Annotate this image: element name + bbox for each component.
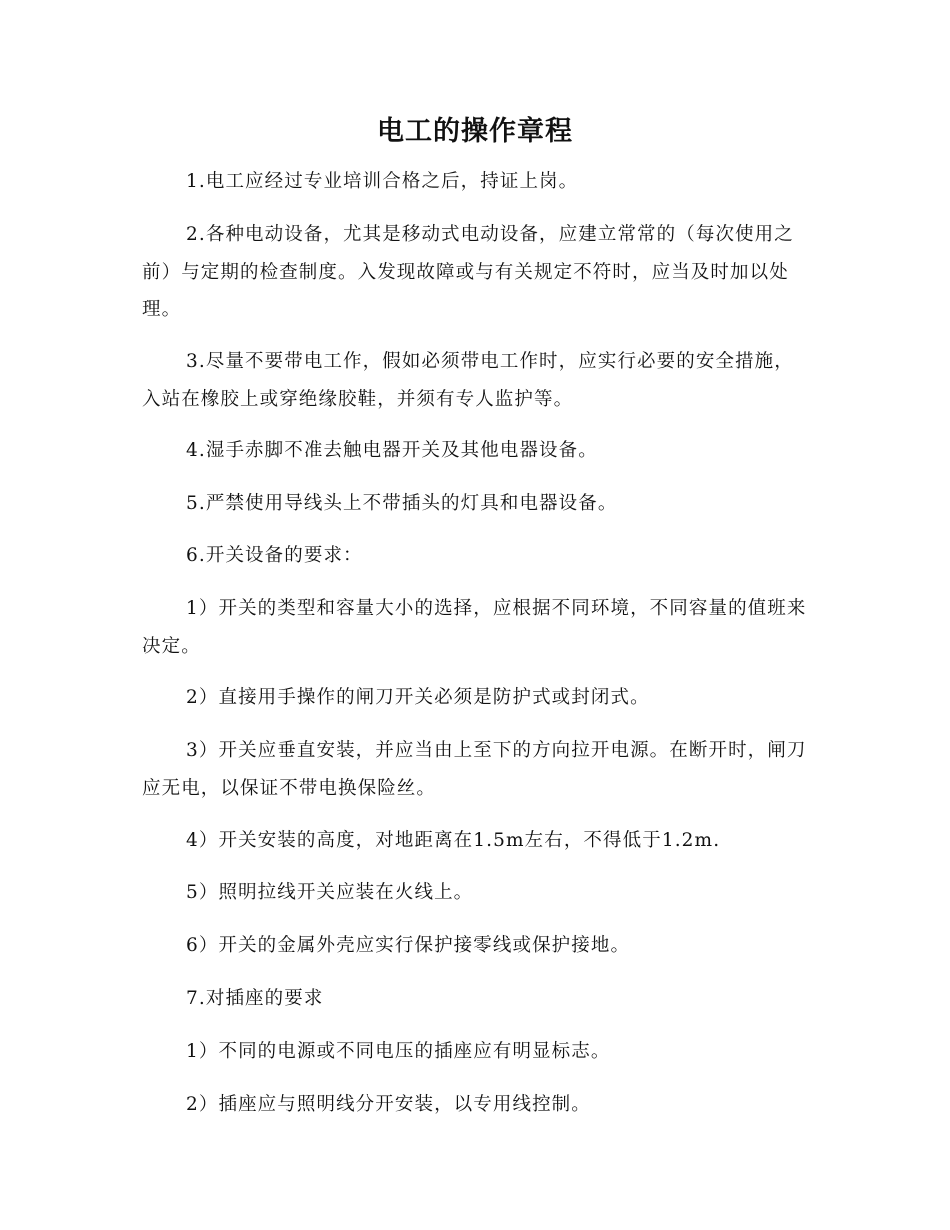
switch-rule-2: 2）直接用手操作的闸刀开关必须是防护式或封闭式。 xyxy=(186,687,650,708)
switch-rule-4: 4）开关安装的高度，对地距离在1.5m左右，不得低于1.2m. xyxy=(186,830,721,851)
switch-rule-5: 5）照明拉线开关应装在火线上。 xyxy=(186,882,474,903)
section-heading-switches: 6.开关设备的要求： xyxy=(186,545,363,566)
socket-rule-1: 1）不同的电源或不同电压的插座应有明显标志。 xyxy=(186,1041,611,1062)
paragraph-item-2: 2.各种电动设备，尤其是移动式电动设备，应建立常常的（每次使用之前）与定期的检查制度。入发现故障或与有关规定不符时，应当及时加以处理。 xyxy=(142,224,794,320)
switch-rule-3: 3）开关应垂直安装，并应当由上至下的方向拉开电源。在断开时，闸刀应无电，以保证不带电换保险丝。 xyxy=(142,740,807,799)
switch-rule-1: 1）开关的类型和容量大小的选择，应根据不同环境，不同容量的值班来决定。 xyxy=(142,598,807,657)
paragraph-item-3: 3.尽量不要带电工作，假如必须带电工作时，应实行必要的安全措施，入站在橡胶上或穿绝缘胶鞋，并须有专人监护等。 xyxy=(142,351,794,410)
switch-rule-6: 6）开关的金属外壳应实行保护接零线或保护接地。 xyxy=(186,935,631,956)
document-title: 电工的操作章程 xyxy=(377,116,573,147)
paragraph-item-5: 5.严禁使用导线头上不带插头的灯具和电器设备。 xyxy=(186,493,618,514)
section-heading-sockets: 7.对插座的要求 xyxy=(186,988,324,1009)
socket-rule-2: 2）插座应与照明线分开安装，以专用线控制。 xyxy=(186,1094,591,1115)
paragraph-item-4: 4.湿手赤脚不准去触电器开关及其他电器设备。 xyxy=(186,440,598,461)
paragraph-item-1: 1.电工应经过专业培训合格之后，持证上岗。 xyxy=(186,171,579,192)
